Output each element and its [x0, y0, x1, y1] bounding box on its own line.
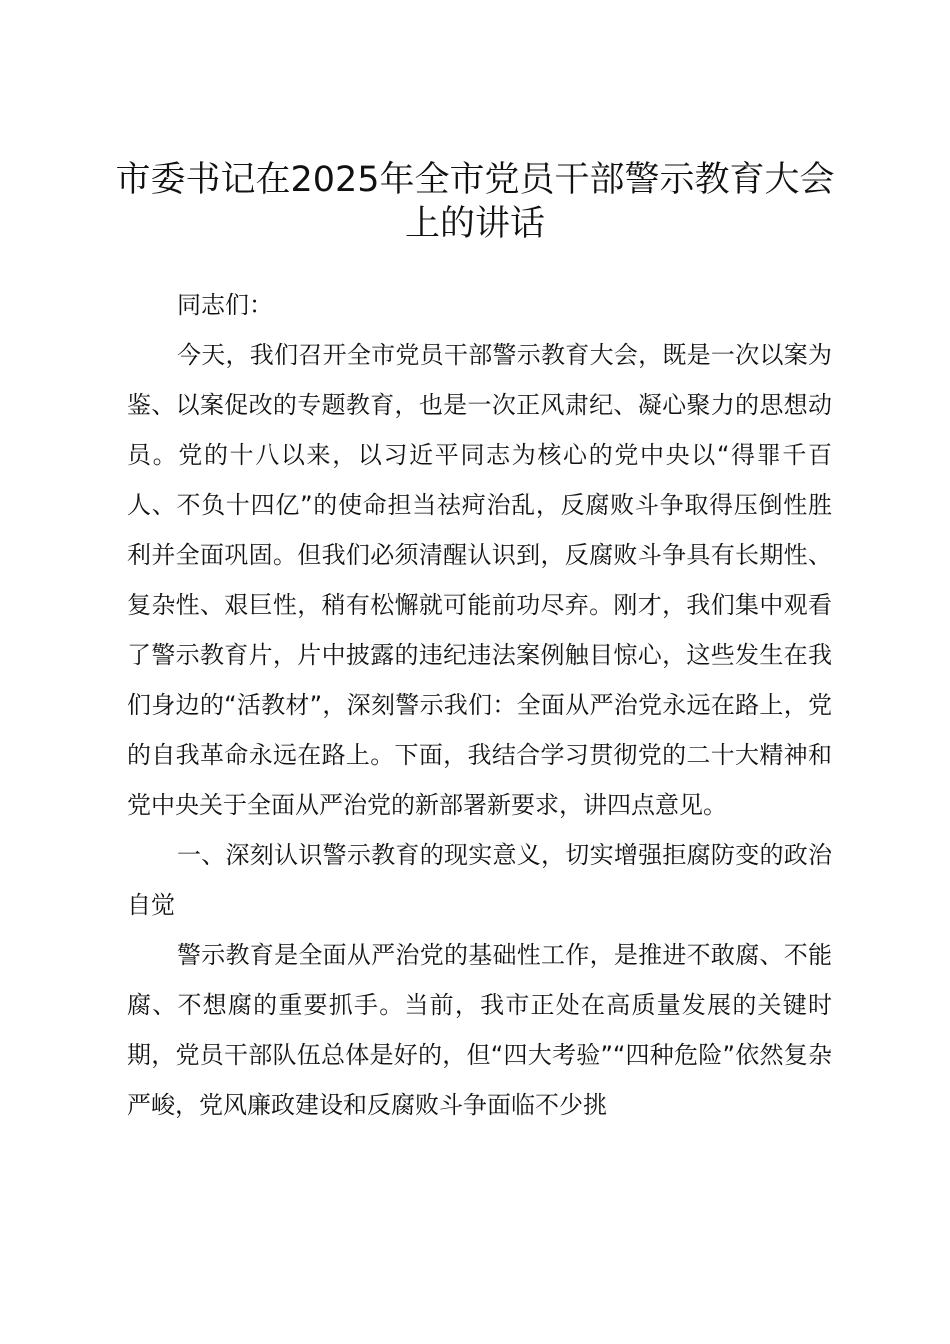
- section-heading: 一、深刻认识警示教育的现实意义，切实增强拒腐防变的政治自觉: [127, 841, 832, 919]
- salutation: 同志们：: [177, 291, 273, 319]
- document-title: 市委书记在2025年全市党员干部警示教育大会上的讲话: [115, 160, 835, 244]
- section-paragraph: 警示教育是全面从严治党的基础性工作，是推进不敢腐、不能腐、不想腐的重要抓手。当前，我市正处在高质量发展的关键时期，党员干部队伍总体是好的，但“四大考验”“四种危险”依然复杂严峻，党风廉政建设和反腐败斗争面临不少挑: [127, 941, 832, 1119]
- document-body: [127, 280, 832, 1130]
- intro-paragraph: 今天，我们召开全市党员干部警示教育大会，既是一次以案为鉴、以案促改的专题教育，也是一次正风肃纪、凝心聚力的思想动员。党的十八以来，以习近平同志为核心的党中央以“得罪千百人、不负十四亿”的使命担当祛疴治乱，反腐败斗争取得压倒性胜利并全面巩固。但我们必须清醒认识到，反腐败斗争具有长期性、复杂性、艰巨性，稍有松懈就可能前功尽弃。刚才，我们集中观看了警示教育片，片中披露的违纪违法案例触目惊心，这些发生在我们身边的“活教材”，深刻警示我们：全面从严治党永远在路上，党的自我革命永远在路上。下面，我结合学习贯彻党的二十大精神和党中央关于全面从严治党的新部署新要求，讲四点意见。: [127, 341, 832, 819]
